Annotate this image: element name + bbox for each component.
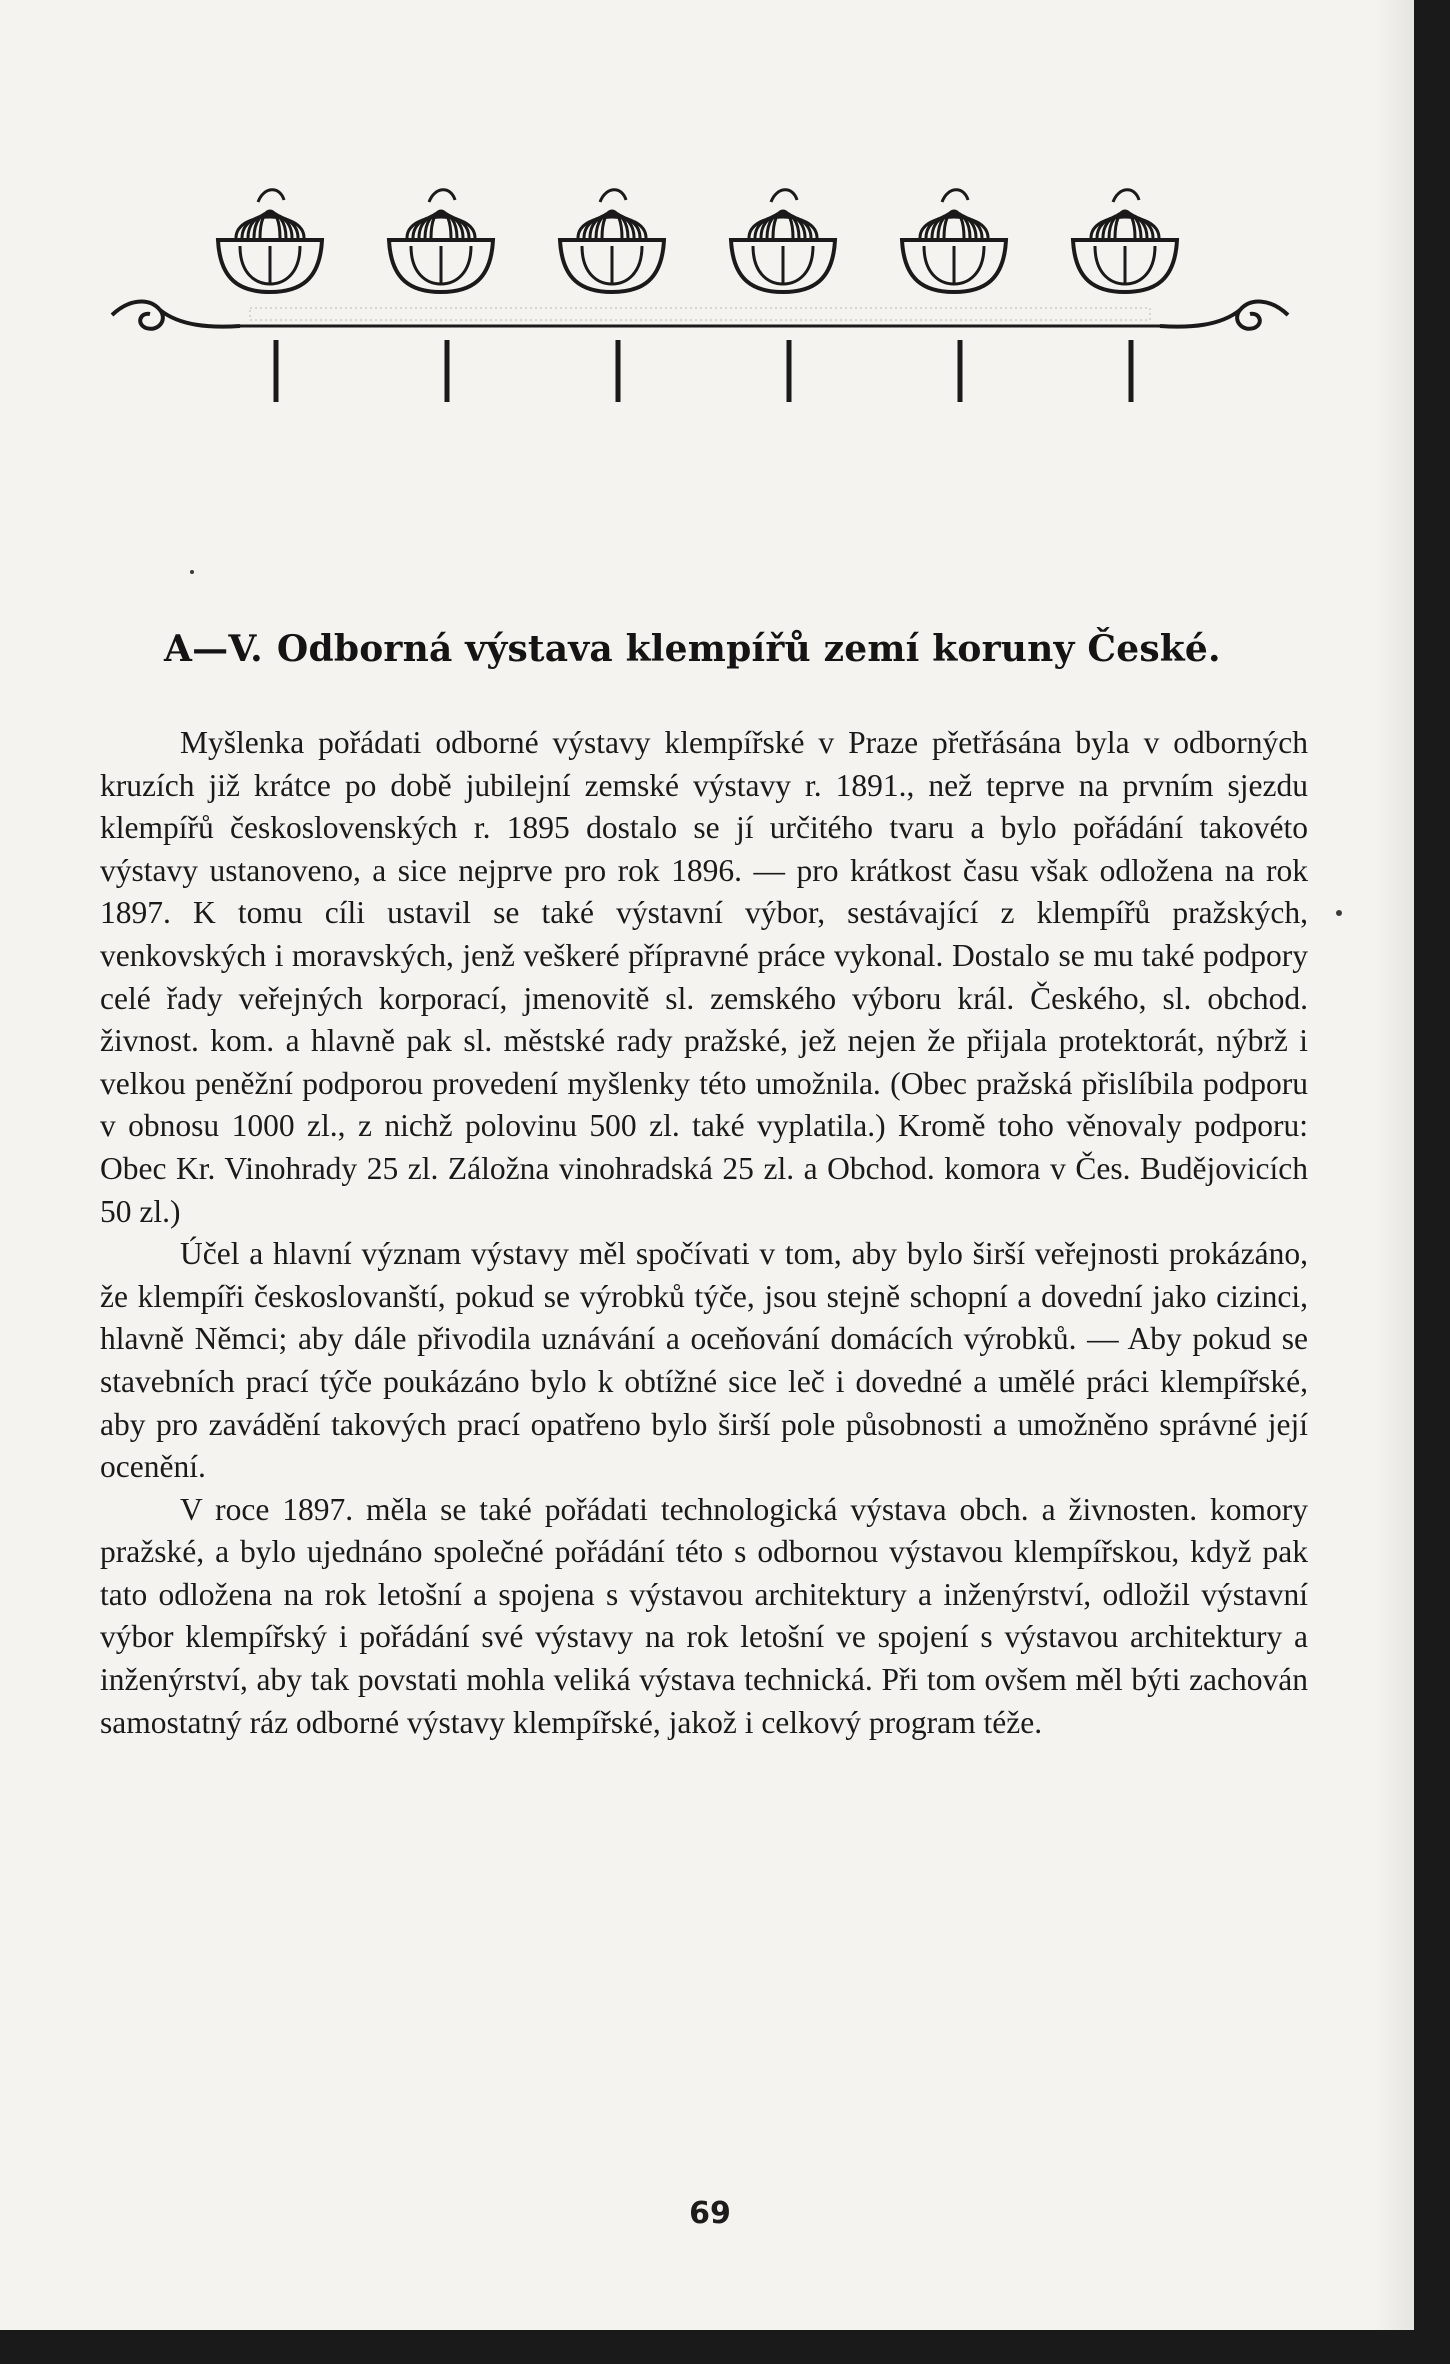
flower-bowl-ornament-icon xyxy=(560,190,664,402)
page-title xyxy=(164,628,1264,670)
title-text: Odborná výstava klempířů zemí koruny České. xyxy=(276,628,1221,670)
page-number: 69 xyxy=(689,2196,731,2231)
flower-bowl-ornament-icon xyxy=(731,190,835,402)
art-nouveau-header-ornament-icon xyxy=(100,180,1300,440)
paragraph-1: Myšlenka pořádati odborné výstavy klempířské v Praze přetřásána byla v odborných kruzích již krátce po době jubilejní zemské výstavy r. 1891., než teprve na prvním sjezdu klempířů československých r. 1895 dostalo se jí určitého tvaru a bylo pořádání takovéto výstavy ustanoveno, a sice nejprve pro rok 1896. — pro krátkost času však odložena na rok 1897. K tomu cíli ustavil se také výstavní výbor, sestávající z klempířů pražských, venkovských i moravských, jenž veškeré přípravné práce vykonal. Dostalo se mu také podpory celé řady veřejných korporací, jmenovitě sl. zemského výboru král. Českého, sl. obchod. živnost. kom. a hlavně pak sl. městské rady pražské, jež nejen že přijala protektorát, nýbrž i velkou peněžní podporou provedení myšlenky této umožnila. (Obec pražská přislíbila podporu v obnosu 1000 zl., z nichž polovinu 500 zl. také vyplatila.) Kromě toho věnovaly podporu: Obec Kr. Vinohrady 25 zl. Záložna vinohradská 25 zl. a Obchod. komora v Čes. Budějovicích 50 zl.) xyxy=(100,725,1308,1229)
article-body xyxy=(100,722,1308,1744)
print-speck xyxy=(190,570,194,574)
flower-bowl-ornament-icon xyxy=(389,190,493,402)
title-label: A—V. xyxy=(164,628,263,670)
flower-bowl-ornament-icon xyxy=(902,190,1006,402)
paragraph-2: Účel a hlavní význam výstavy měl spočívati v tom, aby bylo širší veřejnosti prokázáno, že klempíři českoslovanští, pokud se výrobků týče, jsou stejně schopní a dovední jako cizinci, hlavně Němci; aby dále přivodila uznávání a oceňování domácích výrobků. — Aby pokud se stavebních prací týče poukázáno bylo k obtížné sice leč i dovedné a umělé práci klempířské, aby pro zavádění takových prací opatřeno bylo širší pole působnosti a umožněno správné její ocenění. xyxy=(100,1236,1308,1485)
flower-bowl-ornament-icon xyxy=(218,190,322,402)
flower-bowl-ornament-icon xyxy=(1073,190,1177,402)
print-speck xyxy=(1336,910,1342,916)
page-edge-shadow xyxy=(1374,0,1414,2330)
paragraph-3: V roce 1897. měla se také pořádati technologická výstava obch. a živnosten. komory pražské, a bylo ujednáno společné pořádání této s odbornou výstavou klempířskou, když pak tato odložena na rok letošní a spojena s výstavou architektury a inženýrství, odložil výstavní výbor klempířský i pořádání své výstavy na rok letošní ve spojení s výstavou architektury a inženýrství, aby tak povstati mohla veliká výstava technická. Při tom ovšem měl býti zachován samostatný ráz odborné výstavy klempířské, jakož i celkový program téže. xyxy=(100,1491,1308,1740)
